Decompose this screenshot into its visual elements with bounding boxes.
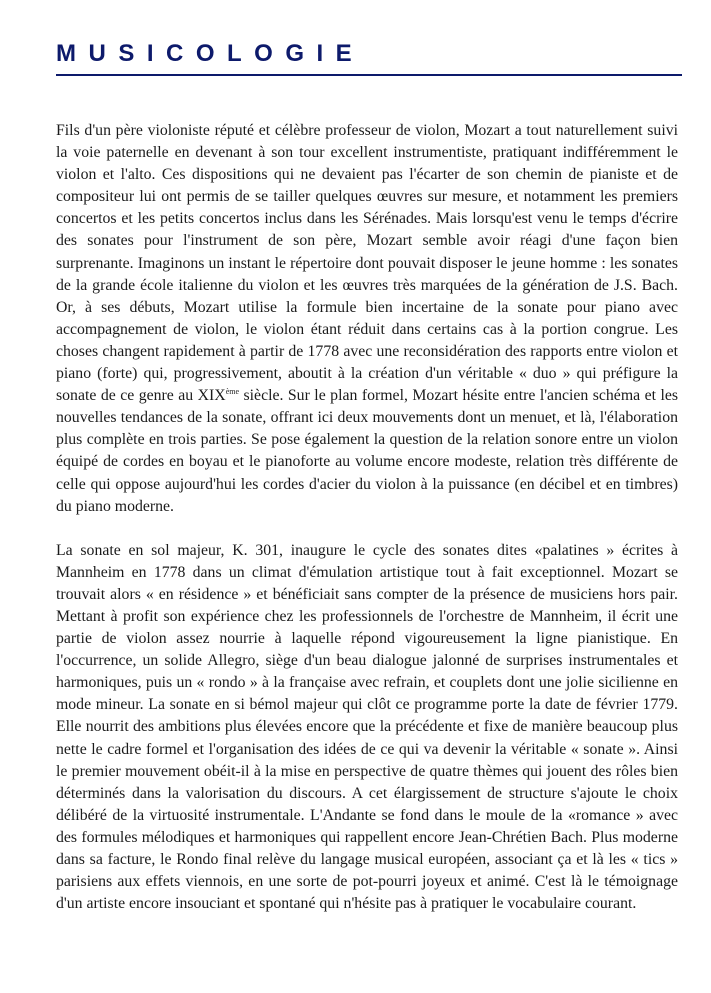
article-body [56,120,678,915]
article-paragraph-2: La sonate en sol majeur, K. 301, inaugure le cycle des sonates dites «palatines » écrites à Mannheim en 1778 dans un climat d'émulation artistique tout à fait exceptionnel. Mozart se trouvait alors « en résidence » et bénéficiait sans compter de la présence de musiciens hors pair. Mettant à profit son expérience chez les professionnels de l'orchestre de Mannheim, il écrit une partie de violon assez nourrie à laquelle répond vigoureusement la ligne pianistique. En l'occurrence, un solide Allegro, siège d'un beau dialogue jalonné de surprises instrumentales et harmoniques, puis un « rondo » à la française avec refrain, et couplets dont une jolie sicilienne en mode mineur. La sonate en si bémol majeur qui clôt ce programme porte la date de février 1779. Elle nourrit des ambitions plus élevées encore que la précédente et fixe de manière beaucoup plus nette le cadre formel et l'organisation des idées de ce qui va devenir la véritable « sonate ». Ainsi le premier mouvement obéit-il à la mise en perspective de quatre thèmes qui jouent des rôles bien déterminés dans la valorisation du discours. A cet élargissement de structure s'ajoute le choix délibéré de la virtuosité instrumentale. L'Andante se fond dans le moule de la «romance » avec des formules mélodiques et harmoniques qui rappellent encore Jean-Chrétien Bach. Plus moderne dans sa facture, le Rondo final relève du langage musical européen, associant ça et là les « tics » parisiens aux effets viennois, en une sorte de pot-pourri joyeux et animé. C'est là le témoignage d'un artiste encore insouciant et spontané qui n'hésite pas à pratiquer le vocabulaire courant. [56,541,678,913]
paragraph-1-text-start: Fils d'un père violoniste réputé et célèbre professeur de violon, Mozart a tout naturellement suivi la voie paternelle en devenant à son tour excellent instrumentiste, pratiquant indifféremment le violon et l'alto. Ces dispositions qui ne devaient pas l'écarter de son chemin de pianiste et de compositeur lui ont permis de se tailler quelques œuvres sur mesure, et notamment les premiers concertos et les petits concertos inclus dans les Sérénades. Mais lorsqu'est venu le temps d'écrire des sonates pour l'instrument de son père, Mozart semble avoir réagi d'une façon bien surprenante. Imaginons un instant le répertoire dont pouvait disposer le jeune homme : les sonates de la grande école italienne du violon et les œuvres très marquées de la génération de J.S. Bach. Or, à ses débuts, Mozart utilise la formule bien incertaine de la sonate pour piano avec accompagnement de violon, le violon étant réduit dans certains cas à la portion congrue. Les choses changent rapidement à partir de 1778 avec une reconsidération des rapports entre violon et piano (forte) qui, progressivement, aboutit à la création d'un véritable « duo » qui préfigure la sonate de ce genre au XIX [56,122,678,405]
section-header [56,38,682,78]
paragraph-1-text-end: siècle. Sur le plan formel, Mozart hésite entre l'ancien schéma et les nouvelles tendances de la sonate, offrant ici deux mouvements dont un menuet, et là, l'élaboration plus complète en trois parties. Se pose également la question de la relation sonore entre un violon équipé de cordes en boyau et le pianoforte au volume encore modeste, relation très différente de celle qui oppose aujourd'hui les cordes d'acier du violon à la puissance (en décibel et en timbres) du piano moderne. [56,387,679,515]
header-divider [56,74,682,76]
section-title: MUSICOLOGIE [56,40,365,67]
article-paragraph-1 [56,120,678,518]
century-superscript: ème [225,387,240,397]
